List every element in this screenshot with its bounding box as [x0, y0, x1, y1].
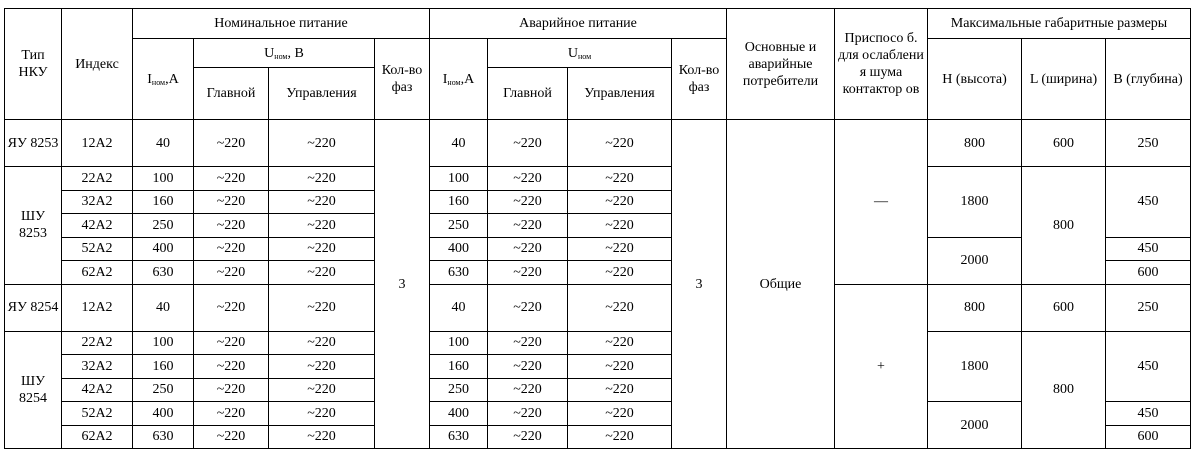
phases-nominal-cell: 3: [375, 120, 430, 449]
table-row: 62А2 630 ~220 ~220 630 ~220 ~220 600: [5, 425, 1191, 449]
header-u-nom: $U_{ном}$, В: [194, 39, 375, 68]
header-emergency-phases: Кол-во фаз: [672, 39, 727, 120]
header-u-main: Главной: [194, 68, 269, 120]
header-max-dimensions: Максимальные габаритные размеры: [928, 9, 1191, 39]
consumers-cell: Общие: [727, 120, 835, 449]
table-row: 32А2 160 ~220 ~220 160 ~220 ~220: [5, 190, 1191, 214]
header-u-control: Управления: [269, 68, 375, 120]
table-row: ШУ 8253 22А2 100 ~220 ~220 100 ~220 ~220 1800 800 450: [5, 167, 1191, 191]
type-cell: ЯУ 8254: [5, 284, 62, 331]
table-row: ШУ 8254 22А2 100 ~220 ~220 100 ~220 ~220 1800 800 450: [5, 331, 1191, 355]
header-i-nom: $I_{ном},A$: [133, 39, 194, 120]
type-cell: ШУ 8254: [5, 331, 62, 449]
header-type: Тип НКУ: [5, 9, 62, 120]
table-row: 42А2 250 ~220 ~220 250 ~220 ~220: [5, 378, 1191, 402]
header-phases: Кол-во фаз: [375, 39, 430, 120]
table-row: ЯУ 8253 12А2 40 ~220 ~220 3 40 ~220 ~220 3 Общие — 800 600 250: [5, 120, 1191, 167]
table-row: 32А2 160 ~220 ~220 160 ~220 ~220: [5, 355, 1191, 379]
header-nominal-power: Номинальное питание: [133, 9, 430, 39]
type-cell: ШУ 8253: [5, 167, 62, 285]
noise-8253-cell: —: [835, 120, 928, 285]
header-index: Индекс: [62, 9, 133, 120]
header-emergency-i-nom: $I_{ном},A$: [430, 39, 488, 120]
header-height: Н (высота): [928, 39, 1022, 120]
header-emergency-power: Аварийное питание: [430, 9, 727, 39]
table-row: 52А2 400 ~220 ~220 400 ~220 ~220 2000 450: [5, 402, 1191, 426]
table-row: ЯУ 8254 12А2 40 ~220 ~220 40 ~220 ~220 + 800 600 250: [5, 284, 1191, 331]
table-row: 62А2 630 ~220 ~220 630 ~220 ~220 600: [5, 261, 1191, 285]
header-width: L (ширина): [1022, 39, 1106, 120]
table-row: 42А2 250 ~220 ~220 250 ~220 ~220: [5, 214, 1191, 238]
table-row: 52А2 400 ~220 ~220 400 ~220 ~220 2000 450: [5, 237, 1191, 261]
header-emergency-u-control: Управления: [568, 68, 672, 120]
header-emergency-u-nom: $U_{ном}$: [488, 39, 672, 68]
nku-spec-table: [4, 8, 1191, 449]
type-cell: ЯУ 8253: [5, 120, 62, 167]
header-emergency-u-main: Главной: [488, 68, 568, 120]
header-noise-device: Приспосо б. для ослаблени я шума контактор ов: [835, 9, 928, 120]
phases-emergency-cell: 3: [672, 120, 727, 449]
noise-8254-cell: +: [835, 284, 928, 449]
header-depth: В (глубина): [1106, 39, 1191, 120]
header-consumers: Основные и аварийные потребители: [727, 9, 835, 120]
index-cell: 12А2: [62, 120, 133, 167]
